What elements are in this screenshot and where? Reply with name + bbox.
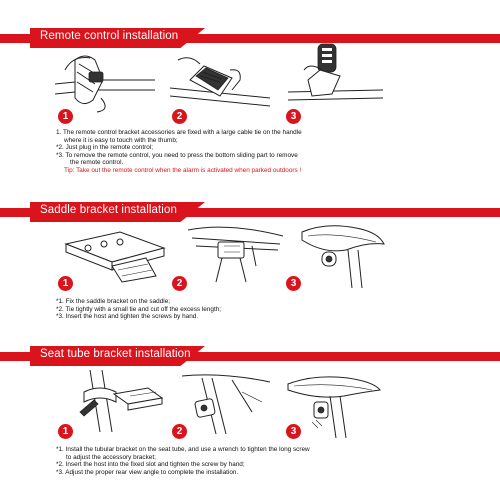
instruction-line: the remote control.	[70, 159, 124, 167]
instruction-line: where it is easy to touch with the thumb;	[64, 136, 178, 144]
step-number-badge: 2	[172, 109, 187, 124]
tip-text: Tip: Take out the remote control when the alarm is activated when parked outdoors !	[64, 166, 302, 174]
instruction-line: *1. Fix the saddle bracket on the saddle;	[56, 298, 171, 305]
section-title: Saddle bracket installation	[40, 204, 177, 216]
instruction-line: to adjust the accessory bracket;	[66, 453, 156, 461]
step-number-badge: 1	[58, 109, 73, 124]
section-banner	[0, 202, 500, 222]
instruction-line: *2. Just plug in the remote control;	[56, 144, 153, 152]
instruction-line: *3. Insert the host and tighten the screws by hand.	[56, 313, 199, 321]
illustration-remote-step-3	[288, 40, 383, 120]
illustration-saddle-step-2	[188, 222, 283, 284]
step-number-badge: 2	[172, 424, 187, 439]
step-number-badge: 3	[286, 424, 301, 439]
instruction-line: *3. Adjust the proper rear view angle to complete the installation.	[56, 468, 239, 476]
instructions	[56, 298, 221, 321]
section-title: Remote control installation	[40, 30, 179, 42]
instruction-line: *2. Insert the host into the fixed slot and tighten the screw by hand;	[56, 461, 245, 469]
instruction-line: *2. Tie tightly with a small tie and cut off the excess length;	[56, 305, 222, 313]
section-banner	[0, 346, 500, 366]
instructions	[56, 446, 310, 476]
illustration-saddle-step-3	[296, 220, 386, 290]
illustration-seattube-step-1	[70, 370, 170, 432]
illustration-saddle-step-1	[60, 226, 170, 286]
illustration-remote-step-2	[170, 50, 270, 120]
instruction-line: 1. The remote control bracket accessories are fixed with a large cable tie on the handle	[56, 129, 302, 136]
illustration-seattube-step-2	[182, 372, 272, 434]
step-number-badge: 3	[286, 109, 301, 124]
step-number-badge: 2	[172, 276, 187, 291]
instructions	[56, 129, 302, 175]
step-number-badge: 1	[58, 424, 73, 439]
step-number-badge: 1	[58, 276, 73, 291]
instruction-line: *3. To remove the remote control, you need to press the bottom sliding part to remove	[56, 151, 298, 159]
section-title: Seat tube bracket installation	[40, 348, 191, 360]
instruction-line: *1. Install the tubular bracket on the seat tube, and use a wrench to tighten the long screw	[56, 446, 310, 453]
step-number-badge: 3	[286, 276, 301, 291]
section-banner	[0, 28, 500, 48]
